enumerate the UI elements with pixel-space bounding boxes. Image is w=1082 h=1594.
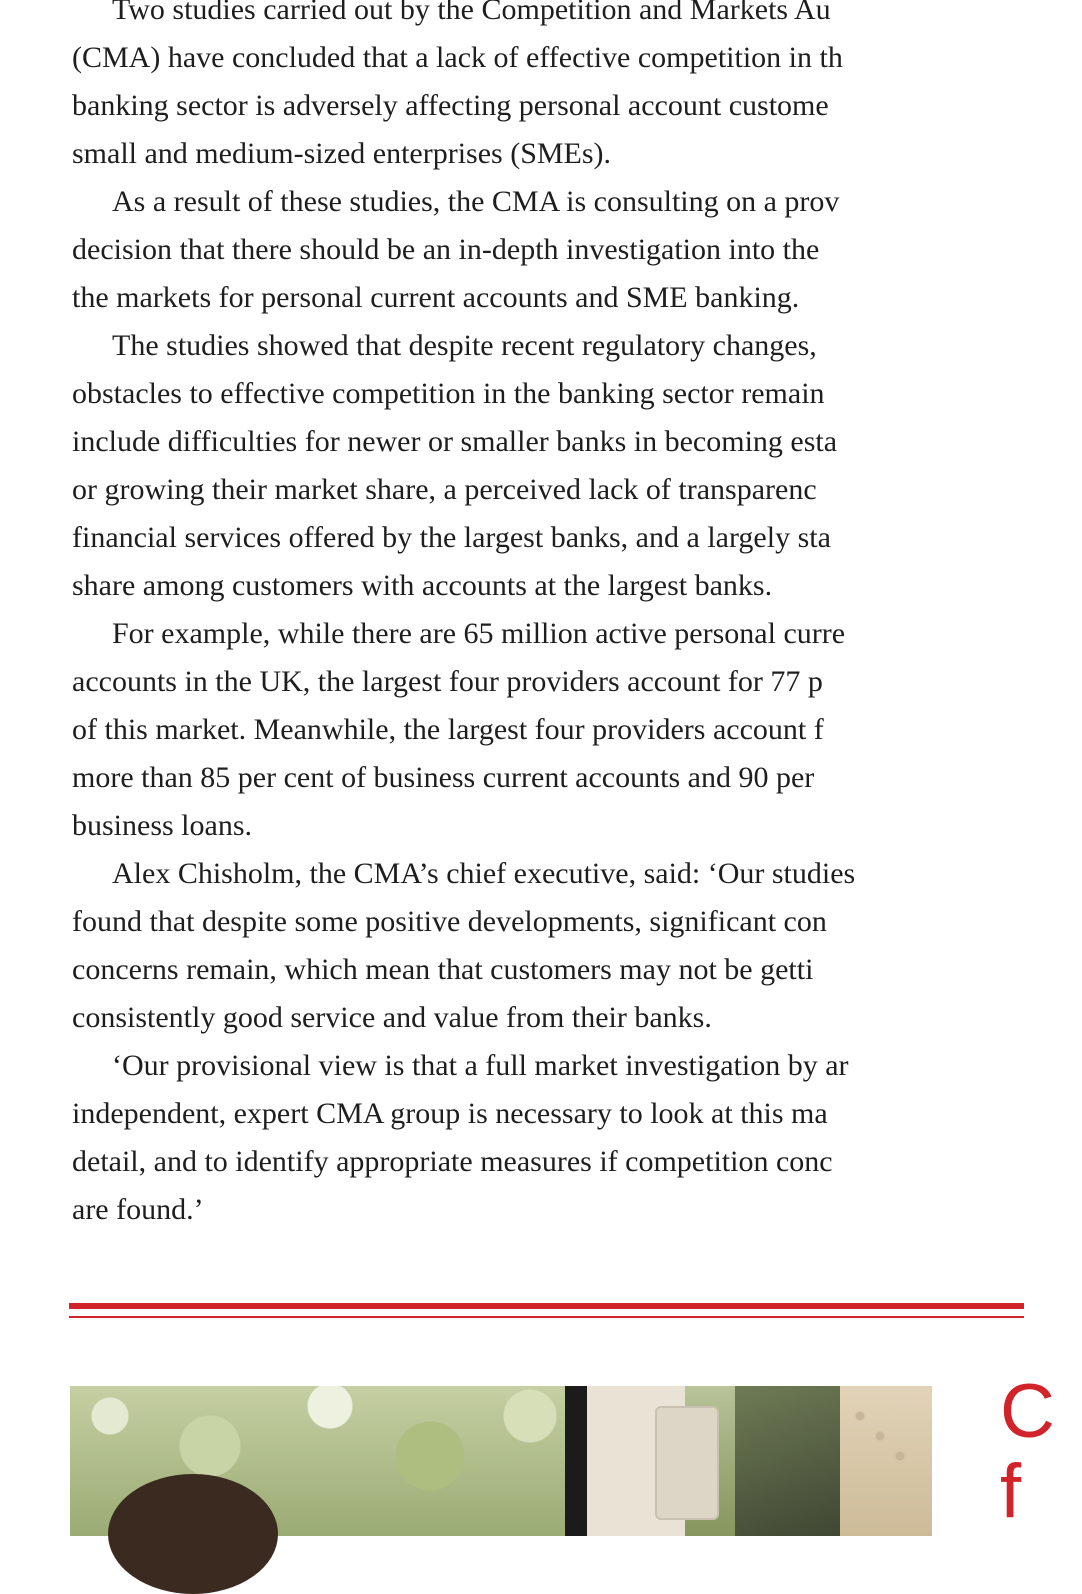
text-line: ‘Our provisional view is that a full market investigation by ar (112, 1049, 849, 1082)
text-line: decision that there should be an in-depth investigation into the (72, 233, 820, 266)
paragraph (72, 610, 1082, 850)
text-line: accounts in the UK, the largest four providers account for 77 p (72, 665, 823, 698)
paragraph (72, 1042, 1082, 1234)
article-body (72, 0, 1082, 1234)
text-line: As a result of these studies, the CMA is consulting on a prov (112, 185, 840, 218)
text-line: the markets for personal current accounts and SME banking. (72, 281, 800, 314)
paragraph (72, 0, 1082, 178)
text-line: independent, expert CMA group is necessary to look at this ma (72, 1097, 828, 1130)
text-line: small and medium-sized enterprises (SMEs). (72, 137, 612, 170)
text-line: financial services offered by the largest banks, and a largely sta (72, 521, 831, 554)
text-line: concerns remain, which mean that customers may not be getti (72, 953, 814, 986)
text-line: For example, while there are 65 million active personal curre (112, 617, 846, 650)
heading-line: C (1000, 1369, 1055, 1454)
text-line: or growing their market share, a perceived lack of transparenc (72, 473, 817, 506)
heading-line: f (1000, 1449, 1022, 1534)
text-line: share among customers with accounts at the largest banks. (72, 569, 773, 602)
photo-car-seat (840, 1386, 932, 1536)
text-line: Two studies carried out by the Competition and Markets Au (112, 0, 831, 26)
text-line: are found.’ (72, 1193, 204, 1226)
text-line: more than 85 per cent of business current accounts and 90 per (72, 761, 815, 794)
photo-person-hair (108, 1474, 278, 1594)
text-line: found that despite some positive developments, significant con (72, 905, 827, 938)
text-line: The studies showed that despite recent regulatory changes, (112, 329, 817, 362)
text-line: include difficulties for newer or smaller banks in becoming esta (72, 425, 838, 458)
section-divider-thick (69, 1303, 1024, 1309)
photo-car-window (735, 1386, 845, 1536)
text-line: (CMA) have concluded that a lack of effective competition in th (72, 41, 843, 74)
article-photo (70, 1386, 932, 1536)
text-line: business loans. (72, 809, 252, 842)
paragraph (72, 850, 1082, 1042)
paragraph (72, 178, 1082, 322)
text-line: detail, and to identify appropriate measures if competition conc (72, 1145, 833, 1178)
text-line: consistently good service and value from their banks. (72, 1001, 712, 1034)
section-heading (1000, 1369, 1055, 1534)
section-divider-thin (69, 1316, 1024, 1318)
text-line: banking sector is adversely affecting personal account custome (72, 89, 829, 122)
paragraph (72, 322, 1082, 610)
text-line: of this market. Meanwhile, the largest four providers account f (72, 713, 824, 746)
photo-car-door-handle (655, 1406, 719, 1520)
text-line: obstacles to effective competition in the banking sector remain (72, 377, 825, 410)
text-line: Alex Chisholm, the CMA’s chief executive, said: ‘Our studies (112, 857, 856, 890)
